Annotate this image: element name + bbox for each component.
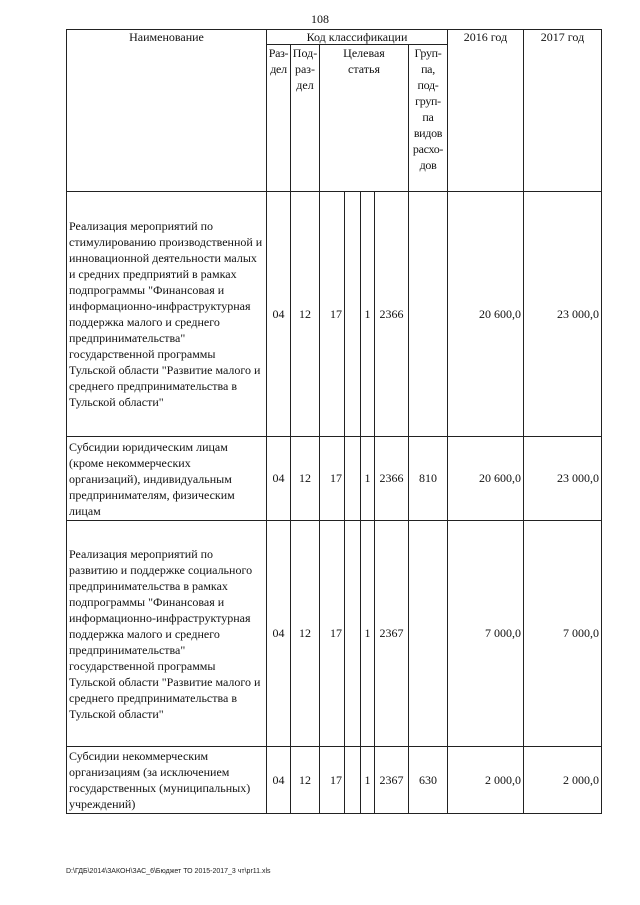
header-podrazdel: Под- раз- дел bbox=[291, 45, 320, 192]
row-value-2017: 23 000,0 bbox=[524, 192, 602, 437]
file-path-footer: D:\ГДБ\2014\ЗАКОН\ЗАС_6\Бюджет ТО 2015-2017_3 чт\pr11.xls bbox=[66, 868, 271, 875]
table-row bbox=[67, 192, 602, 437]
header-year-2016: 2016 год bbox=[448, 30, 524, 192]
row-target-part2 bbox=[345, 521, 361, 747]
header-year-2017: 2017 год bbox=[524, 30, 602, 192]
row-expense-group: 810 bbox=[409, 437, 448, 521]
header-razdel: Раз- дел bbox=[267, 45, 291, 192]
page-number: 108 bbox=[311, 12, 329, 26]
row-target-part1: 17 bbox=[320, 747, 345, 814]
row-razdel: 04 bbox=[267, 521, 291, 747]
row-podrazdel: 12 bbox=[291, 192, 320, 437]
row-target-part1: 17 bbox=[320, 192, 345, 437]
row-target-part1: 17 bbox=[320, 437, 345, 521]
row-razdel: 04 bbox=[267, 437, 291, 521]
row-expense-group: 630 bbox=[409, 747, 448, 814]
row-target-part4: 2367 bbox=[375, 747, 409, 814]
row-name: Субсидии некоммерческим организациям (за исключением государственных (муниципальных) учреждений) bbox=[67, 747, 267, 814]
row-target-part2 bbox=[345, 192, 361, 437]
row-target-part3: 1 bbox=[361, 437, 375, 521]
row-value-2016: 20 600,0 bbox=[448, 437, 524, 521]
header-row-top bbox=[67, 30, 602, 45]
row-target-part3: 1 bbox=[361, 192, 375, 437]
row-expense-group bbox=[409, 192, 448, 437]
row-value-2016: 20 600,0 bbox=[448, 192, 524, 437]
row-target-part3: 1 bbox=[361, 747, 375, 814]
row-podrazdel: 12 bbox=[291, 747, 320, 814]
row-value-2017: 2 000,0 bbox=[524, 747, 602, 814]
row-name: Субсидии юридическим лицам (кроме некоммерческих организаций), индивидуальным предпринимателям, физическим лицам bbox=[67, 437, 267, 521]
header-classification: Код классификации bbox=[267, 30, 448, 45]
header-expense-group: Груп- па, под- груп- па видов расхо- дов bbox=[409, 45, 448, 192]
row-target-part4: 2366 bbox=[375, 437, 409, 521]
row-podrazdel: 12 bbox=[291, 521, 320, 747]
header-target-article: Целевая статья bbox=[320, 45, 409, 192]
row-podrazdel: 12 bbox=[291, 437, 320, 521]
row-expense-group bbox=[409, 521, 448, 747]
row-target-part4: 2367 bbox=[375, 521, 409, 747]
row-name: Реализация мероприятий по развитию и поддержке социального предпринимательства в рамках подпрограммы "Финансовая и информационно-инфраструктурная поддержка малого и среднего предпринимательства" государственной программы Тульской области "Развитие малого и среднего предпринимательства в Тульской области" bbox=[67, 521, 267, 747]
row-razdel: 04 bbox=[267, 747, 291, 814]
row-target-part1: 17 bbox=[320, 521, 345, 747]
row-value-2017: 23 000,0 bbox=[524, 437, 602, 521]
row-name: Реализация мероприятий по стимулированию производственной и инновационной деятельности малых и средних предприятий в рамках подпрограммы "Финансовая и информационно-инфраструктурная поддержка малого и среднего предпринимательства" государственной программы Тульской области "Развитие малого и среднего предпринимательства в Тульской области" bbox=[67, 192, 267, 437]
row-razdel: 04 bbox=[267, 192, 291, 437]
table-row bbox=[67, 747, 602, 814]
row-target-part4: 2366 bbox=[375, 192, 409, 437]
row-target-part2 bbox=[345, 747, 361, 814]
row-value-2016: 2 000,0 bbox=[448, 747, 524, 814]
budget-table bbox=[66, 29, 602, 814]
header-name: Наименование bbox=[67, 30, 267, 192]
table-row bbox=[67, 437, 602, 521]
row-value-2016: 7 000,0 bbox=[448, 521, 524, 747]
table-row bbox=[67, 521, 602, 747]
row-value-2017: 7 000,0 bbox=[524, 521, 602, 747]
row-target-part2 bbox=[345, 437, 361, 521]
row-target-part3: 1 bbox=[361, 521, 375, 747]
